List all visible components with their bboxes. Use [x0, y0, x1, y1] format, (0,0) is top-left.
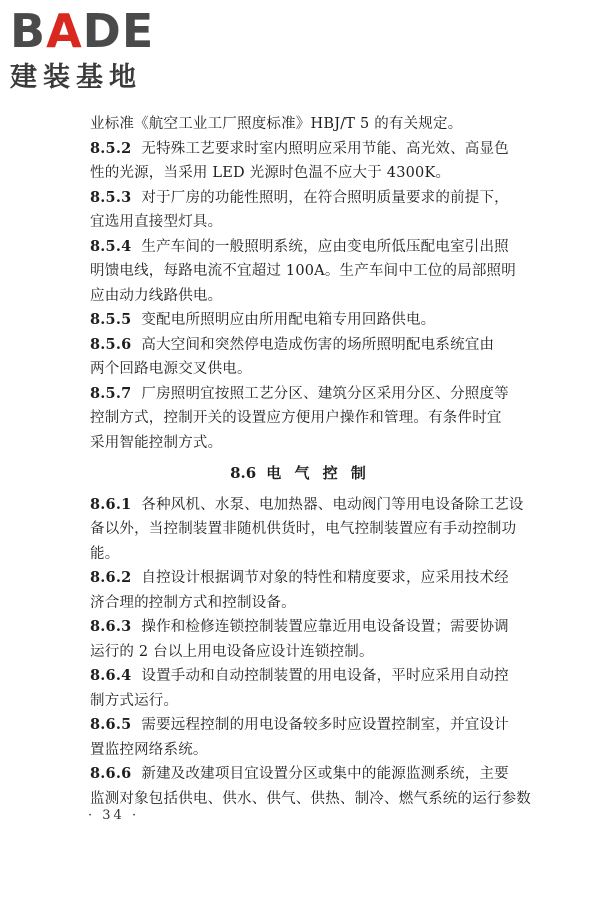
line-text: 操作和检修连锁控制装置应靠近用电设备设置；需要协调 — [141, 619, 509, 635]
clause-number: 8.5.7 — [90, 384, 132, 402]
clause-line — [90, 762, 510, 787]
text-line — [90, 284, 510, 309]
clause-number: 8.5.3 — [90, 188, 132, 206]
line-text: 备以外，当控制装置非随机供货时，电气控制装置应有手动控制功 — [90, 521, 517, 537]
clause-number: 8.5.6 — [90, 335, 132, 353]
line-text: 能。 — [90, 545, 120, 562]
clause-number: 8.5.4 — [90, 237, 132, 255]
text-line — [90, 259, 516, 284]
text-line — [90, 431, 510, 456]
clause-number: 8.6.2 — [90, 569, 132, 586]
section-8-5-text — [90, 112, 516, 455]
line-text: 明馈电线，每路电流不宜超过 100A。生产车间中工位的局部照明 — [90, 263, 516, 279]
line-text: 制方式运行。 — [90, 692, 179, 709]
line-text: 控制方式，控制开关的设置应方便用户操作和管理。有条件时宜 — [90, 410, 502, 426]
text-line — [90, 210, 510, 235]
clause-line — [90, 235, 510, 260]
line-text: 新建及改建项目宜设置分区或集中的能源监测系统，主要 — [141, 766, 509, 782]
section-heading-number: 8.6 — [230, 464, 257, 482]
logo-wordmark — [10, 4, 180, 58]
section-8-6-text — [90, 493, 531, 812]
line-text: 运行的 2 台以上用电设备应设计连锁控制。 — [90, 643, 374, 660]
clause-number: 8.6.1 — [90, 495, 132, 513]
document-body — [90, 112, 531, 811]
line-text: 变配电所照明应由所用配电箱专用回路供电。 — [141, 312, 436, 328]
clause-line — [90, 615, 510, 640]
clause-number: 8.6.6 — [90, 765, 132, 782]
line-text: 需要远程控制的用电设备较多时应设置控制室，并宜设计 — [141, 717, 509, 733]
line-text: 无特殊工艺要求时室内照明应采用节能、高光效、高显色 — [141, 140, 509, 157]
line-text: 济合理的控制方式和控制设备。 — [90, 594, 296, 611]
brand-logo — [10, 4, 180, 98]
text-line — [90, 640, 510, 665]
logo-letter-e: E — [121, 4, 155, 58]
line-text: 宜选用直接型灯具。 — [90, 214, 223, 230]
line-text: 采用智能控制方式。 — [90, 434, 223, 451]
clause-line — [90, 664, 510, 689]
clause-number: 8.6.4 — [90, 667, 132, 684]
section-heading-title: 电 气 控 制 — [266, 464, 370, 482]
clause-line — [90, 137, 510, 162]
text-line — [90, 591, 510, 616]
line-text: 各种风机、水泵、电加热器、电动阀门等用电设备除工艺设 — [141, 496, 524, 513]
line-text: 监测对象包括供电、供水、供气、供热、制冷、燃气系统的运行参数 — [90, 790, 531, 807]
line-text: 性的光源，当采用 LED 光源时色温不应大于 4300K。 — [90, 165, 451, 181]
line-text: 业标准《航空工业工厂照度标准》HBJ/T 5 的有关规定。 — [90, 116, 463, 132]
clause-number: 8.6.5 — [90, 716, 132, 733]
text-line — [90, 161, 510, 186]
line-text: 两个回路电源交叉供电。 — [90, 361, 252, 377]
line-text: 应由动力线路供电。 — [90, 287, 223, 304]
line-text: 自控设计根据调节对象的特性和精度要求，应采用技术经 — [141, 570, 509, 586]
text-line — [90, 542, 510, 567]
line-text: 设置手动和自动控制装置的用电设备，平时应采用自动控 — [141, 668, 509, 684]
logo-letter-d: D — [82, 4, 122, 58]
section-heading — [90, 455, 510, 493]
text-line — [90, 406, 510, 431]
page-number: · 34 · — [88, 808, 140, 823]
text-line — [90, 787, 531, 812]
line-text: 高大空间和突然停电造成伤害的场所照明配电系统宜由 — [141, 336, 495, 353]
line-text: 对于厂房的功能性照明，在符合照明质量要求的前提下， — [141, 189, 509, 206]
line-text: 厂房照明宜按照工艺分区、建筑分区采用分区、分照度等 — [141, 385, 509, 402]
clause-number: 8.5.5 — [90, 311, 132, 328]
text-line — [90, 689, 510, 714]
clause-number: 8.6.3 — [90, 618, 132, 635]
clause-line — [90, 493, 524, 518]
logo-letter-b: B — [10, 4, 47, 58]
text-line — [90, 357, 510, 382]
clause-line — [90, 566, 510, 591]
clause-line — [90, 713, 510, 738]
line-text: 置监控网络系统。 — [90, 741, 208, 758]
clause-line — [90, 186, 510, 211]
text-line — [90, 112, 510, 137]
clause-line — [90, 308, 510, 333]
clause-line — [90, 333, 510, 358]
logo-letter-a-accent: A — [46, 4, 83, 58]
clause-line — [90, 382, 510, 407]
text-line — [90, 738, 510, 763]
clause-number: 8.5.2 — [90, 139, 132, 157]
logo-subtitle: 建装基地 — [10, 62, 142, 93]
line-text: 生产车间的一般照明系统，应由变电所低压配电室引出照 — [141, 238, 509, 255]
text-line — [90, 517, 517, 542]
